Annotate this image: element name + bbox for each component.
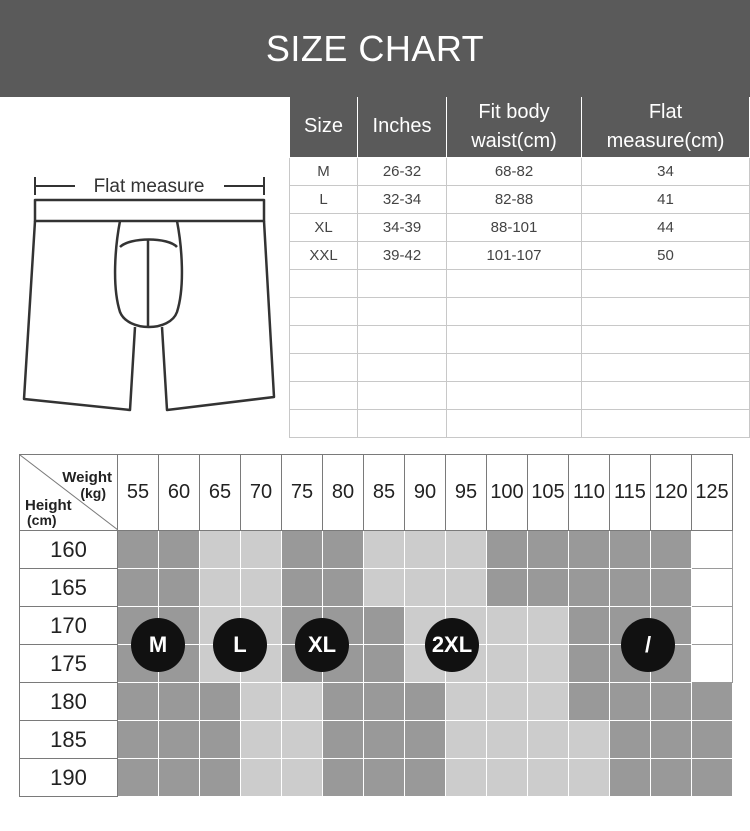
grid-cell [651,721,692,759]
grid-cell [200,569,241,607]
empty-cell [447,325,582,353]
header-size: Size [290,97,358,157]
empty-cell [447,297,582,325]
empty-cell [290,381,358,409]
empty-table-row [290,381,750,409]
weight-header: 115 [610,455,651,531]
grid-cell [159,683,200,721]
corner-height-unit: (cm) [27,512,57,528]
grid-cell [610,569,651,607]
empty-cell [582,353,750,381]
grid-cell [282,759,323,797]
cell-size: XXL [290,241,358,269]
table-row [290,157,750,185]
grid-header-row [20,455,733,531]
cell-inches: 32-34 [358,185,447,213]
weight-header: 125 [692,455,733,531]
size-badge-none: / [621,618,675,672]
table-row [290,213,750,241]
empty-cell [358,353,447,381]
grid-cell [241,531,282,569]
weight-header: 120 [651,455,692,531]
grid-cell [364,645,405,683]
grid-cell [651,683,692,721]
cell-waist: 88-101 [447,213,582,241]
size-badge-xl: XL [295,618,349,672]
grid-cell [159,569,200,607]
grid-cell [118,721,159,759]
grid-cell [569,645,610,683]
weight-header: 100 [487,455,528,531]
grid-cell [118,759,159,797]
grid-cell [487,683,528,721]
grid-cell [364,569,405,607]
height-header: 175 [20,645,118,683]
weight-header: 80 [323,455,364,531]
grid-cell [159,721,200,759]
header-fit-body-waist: Fit body waist(cm) [447,97,582,157]
grid-cell [569,531,610,569]
grid-cell [487,645,528,683]
empty-cell [290,409,358,437]
empty-rows [290,269,750,437]
grid-row [20,683,733,721]
empty-cell [582,297,750,325]
grid-cell [651,759,692,797]
cell-flat: 41 [582,185,750,213]
cell-inches: 26-32 [358,157,447,185]
grid-cell [692,721,733,759]
grid-cell [528,569,569,607]
grid-cell [364,531,405,569]
grid-cell [446,569,487,607]
grid-cell [651,569,692,607]
empty-table-row [290,409,750,437]
empty-cell [290,325,358,353]
empty-cell [358,381,447,409]
weight-height-grid [19,454,733,797]
height-header: 160 [20,531,118,569]
grid-cell [118,531,159,569]
grid-cell [405,531,446,569]
empty-cell [358,297,447,325]
flat-measure-label: Flat measure [93,176,205,197]
empty-cell [447,409,582,437]
height-header: 185 [20,721,118,759]
height-header: 190 [20,759,118,797]
grid-cell [487,721,528,759]
size-badge-l: L [213,618,267,672]
corner-weight-unit: (kg) [80,485,106,501]
cell-flat: 50 [582,241,750,269]
shorts-outline [24,200,274,410]
grid-cell [405,721,446,759]
cell-size: M [290,157,358,185]
height-header: 165 [20,569,118,607]
table-row [290,241,750,269]
grid-cell [323,683,364,721]
grid-cell [692,645,733,683]
grid-cell [569,569,610,607]
empty-cell [358,409,447,437]
grid-cell [528,721,569,759]
grid-cell [282,721,323,759]
weight-header: 60 [159,455,200,531]
grid-cell [282,531,323,569]
height-header: 170 [20,607,118,645]
grid-cell [405,683,446,721]
weight-header: 105 [528,455,569,531]
grid-cell [569,759,610,797]
cell-size: L [290,185,358,213]
grid-cell [610,531,651,569]
cell-size: XL [290,213,358,241]
grid-cell [487,759,528,797]
size-badge-2xl: 2XL [425,618,479,672]
size-table-header-row [290,97,750,157]
weight-header: 85 [364,455,405,531]
grid-cell [405,759,446,797]
empty-cell [582,409,750,437]
empty-cell [582,269,750,297]
weight-header: 90 [405,455,446,531]
grid-cell [692,759,733,797]
grid-cell [200,759,241,797]
grid-cell [323,759,364,797]
weight-header: 55 [118,455,159,531]
empty-cell [582,325,750,353]
cell-waist: 82-88 [447,185,582,213]
grid-cell [569,683,610,721]
header-flat-measure: Flat measure(cm) [582,97,750,157]
empty-cell [358,325,447,353]
grid-cell [364,683,405,721]
empty-cell [290,269,358,297]
grid-cell [200,683,241,721]
grid-cell [200,531,241,569]
empty-table-row [290,353,750,381]
size-chart-banner [0,0,750,97]
grid-cell [692,569,733,607]
grid-cell [487,569,528,607]
size-badge-m: M [131,618,185,672]
grid-row [20,759,733,797]
grid-cell [282,569,323,607]
grid-cell [241,759,282,797]
corner-diagonal [20,455,118,530]
cell-waist: 101-107 [447,241,582,269]
grid-cell [323,531,364,569]
empty-table-row [290,297,750,325]
grid-cell [200,721,241,759]
grid-cell [528,607,569,645]
grid-cell [446,531,487,569]
height-header: 180 [20,683,118,721]
table-row [290,185,750,213]
grid-cell [569,607,610,645]
grid-cell [159,759,200,797]
cell-inches: 39-42 [358,241,447,269]
grid-cell [610,759,651,797]
empty-cell [290,353,358,381]
grid-cell [364,607,405,645]
empty-table-row [290,269,750,297]
grid-row [20,531,733,569]
empty-table-row [290,325,750,353]
grid-cell [241,721,282,759]
weight-header: 70 [241,455,282,531]
grid-cell [323,721,364,759]
cell-waist: 68-82 [447,157,582,185]
grid-cell [528,683,569,721]
grid-row [20,569,733,607]
corner-height-label: Height [25,497,72,514]
grid-cell [446,721,487,759]
weight-header: 65 [200,455,241,531]
empty-cell [447,381,582,409]
grid-cell [323,569,364,607]
grid-cell [364,759,405,797]
grid-cell [487,607,528,645]
grid-cell [692,531,733,569]
grid-corner [20,455,118,531]
empty-cell [447,269,582,297]
size-table [289,97,750,438]
weight-header: 75 [282,455,323,531]
cell-inches: 34-39 [358,213,447,241]
corner-weight-label: Weight [62,469,112,486]
grid-cell [118,683,159,721]
grid-cell [405,569,446,607]
empty-cell [358,269,447,297]
grid-cell [610,683,651,721]
grid-cell [446,759,487,797]
grid-cell [364,721,405,759]
grid-cell [241,683,282,721]
grid-cell [569,721,610,759]
grid-cell [528,531,569,569]
grid-cell [692,607,733,645]
grid-row [20,721,733,759]
grid-cell [610,721,651,759]
grid-cell [159,531,200,569]
grid-cell [528,759,569,797]
grid-cell [692,683,733,721]
grid-cell [528,645,569,683]
grid-cell [118,569,159,607]
grid-cell [282,683,323,721]
header-inches: Inches [358,97,447,157]
grid-cell [241,569,282,607]
empty-cell [290,297,358,325]
page-title: SIZE CHART [265,27,485,69]
empty-cell [447,353,582,381]
empty-cell [582,381,750,409]
weight-header: 110 [569,455,610,531]
shorts-diagram [0,97,290,437]
cell-flat: 44 [582,213,750,241]
grid-cell [446,683,487,721]
cell-flat: 34 [582,157,750,185]
grid-cell [651,531,692,569]
weight-header: 95 [446,455,487,531]
grid-cell [487,531,528,569]
